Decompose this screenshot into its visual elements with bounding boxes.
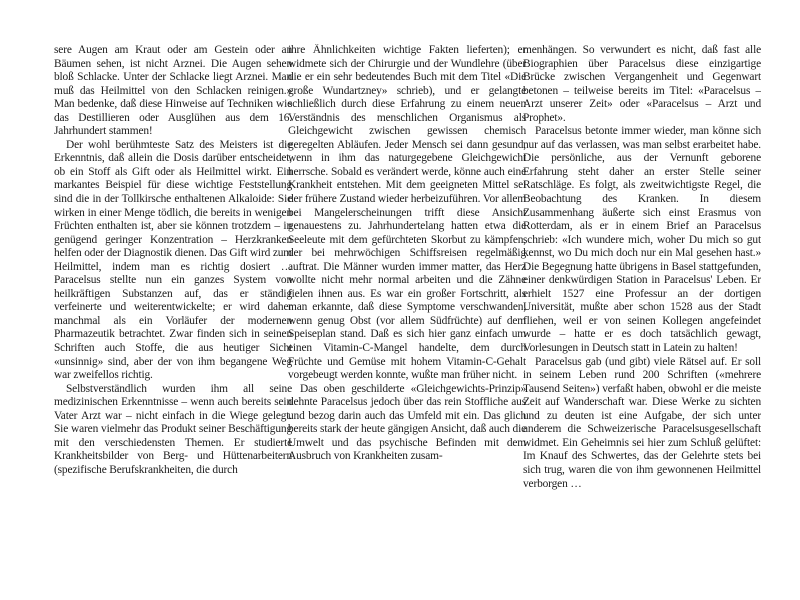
paragraph: Paracelsus betonte immer wieder, man könne sich nur auf das verlassen, was man selbst erarbeitet habe. Die persönliche, aus der Vernunft geborene Erfahrung steht daher an erster Stelle seiner Ratschläge. Es folgt, als zweitwichtigste Regel, die Beobachtung des Kranken. In diesem Zusammenhang äußerte sich einst Erasmus von Rotterdam, als er in einem Brief an Paracelsus schrieb: «Ich wundere mich, woher Du mich so gut kennst, wo Du mich doch nur ein Mal gesehen hast.» Die Begegnung hatte übrigens in Basel stattgefunden, einer denkwürdigen Station in Paracelsus' Leben. Er erhielt 1527 eine Professur an der dortigen Universität, mußte aber schon 1528 aus der Stadt fliehen, weil er von seinen Kollegen angefeindet wurde – hatte er es doch tatsächlich gewagt, Vorlesungen in Deutsch statt in Latein zu halten! [523, 125, 761, 355]
paragraph: Der wohl berühmteste Satz des Meisters ist die Erkenntnis, daß allein die Dosis darüber entscheidet, ob ein Stoff als Gift oder als Heilmittel wirkt. Ein markantes Beispiel für diese wichtige Feststellung sind die in der Tollkirsche enthaltenen Alkaloide: Sie wirken in einer Menge tödlich, die bereits in wenigen Früchten enthalten ist, aber sie können trotzdem – in genügend geringer Konzentration – Herzkranken helfen oder der Diagnostik dienen. Das Gift wird zum Heilmittel, indem man es richtig dosiert … Paracelsus stellte nun ein ganzes System von heilkräftigen Substanzen auf, das er ständig verfeinerte und weiterentwickelte; er wird daher manchmal als ein Vorläufer der modernen Pharmazeutik betrachtet. Zwar finden sich in seinen Schriften auch Stoffe, die aus heutiger Sicht «unsinnig» sind, aber der von ihm begangene Weg war zweifellos richtig. [54, 138, 292, 382]
paragraph: ihre Ähnlichkeiten wichtige Fakten lieferten); er widmete sich der Chirurgie und der Wundlehre (über die er ein sehr bedeutendes Buch mit dem Titel «Die große Wundartzney» schrieb), und er gelangte schließlich durch diese Erfahrung zu einem neuen Verständnis des menschlichen Organismus als Gleichgewicht zwischen gewissen chemisch geregelten Abläufen. Jeder Mensch sei dann gesund, wenn in ihm das naturgegebene Gleichgewicht herrsche. Sobald es verändert werde, könne auch eine Krankheit entstehen. Mit dem geeigneten Mittel sei der frühere Zustand wieder herbeizuführen. Vor allem bei Mangelerscheinungen trifft diese Ansicht genauestens zu. Jahrhundertelang hatten etwa die Seeleute mit dem gefürchteten Skorbut zu kämpfen, der bei mehrwöchigen Schiffsreisen regelmäßig auftrat. Die Männer wurden immer matter, das Herz wollte nicht mehr normal arbeiten und die Zähne fielen ihnen aus. Es war ein großer Fortschritt, als man erkannte, daß diese Symptome verschwanden, wenn genug Obst (vor allem Südfrüchte) auf dem Speiseplan stand. Daß es sich hier ganz einfach um einen Vitamin-C-Mangel handelte, dem durch Früchte und Gemüse mit hohem Vitamin-C-Gehalt vorgebeugt werden konnte, wußte man früher nicht. [288, 44, 526, 382]
paragraph: Selbstverständlich wurden ihm all seine medizinischen Erkenntnisse – wenn auch bereits sein Vater Arzt war – nicht einfach in die Wiege gelegt. Sie waren vielmehr das Produkt seiner Beschäftigung mit den verschiedensten Themen. Er studierte Krankheitsbilder von Berg- und Hüttenarbeitern (spezifische Berufskrankheiten, die durch [54, 382, 292, 476]
paragraph: sere Augen am Kraut oder am Gestein oder an Bäumen sehen, ist nicht Arznei. Die Augen sehen bloß Schlacke. Unter der Schlacke liegt Arznei. Man muß das Heilmittel von den Schlacken reinigen.» Man bedenke, daß diese Hinweise auf Techniken wie das Destillieren oder Ausglühen aus dem 16. Jahrhundert stammen! [54, 44, 292, 138]
text-column-2 [288, 44, 526, 564]
paragraph: Das oben geschilderte «Gleichgewichts-Prinzip» dehnte Paracelsus jedoch über das rein Stoffliche aus und bezog darin auch das Umfeld mit ein. Das glich bereits stark der heute gängigen Ansicht, daß auch die Umwelt und das psychische Befinden mit dem Ausbruch von Krankheiten zusam- [288, 382, 526, 463]
paragraph: Paracelsus gab (und gibt) viele Rätsel auf. Er soll in seinem Leben rund 200 Schriften («mehrere Tausend Seiten») verfaßt haben, obwohl er die meiste Zeit auf Wanderschaft war. Diese Werke zu sichten und zu deuten ist eine Aufgabe, der sich unter anderem die Schweizerische Paracelsusgesellschaft widmet. Ein Geheimnis sei hier zum Schluß gelüftet: Im Knauf des Schwertes, das der Gelehrte stets bei sich trug, waren die von ihm gewonnenen Heilmittel verborgen … [523, 355, 761, 490]
paragraph: menhängen. So verwundert es nicht, daß fast alle Biographien über Paracelsus diese einzigartige Brücke zwischen Vergangenheit und Gegenwart betonen – teilweise bereits im Titel: «Paracelsus – Arzt unserer Zeit» oder «Paracelsus – Arzt und Prophet». [523, 44, 761, 124]
text-column-1 [54, 44, 292, 564]
text-column-3 [523, 44, 761, 564]
